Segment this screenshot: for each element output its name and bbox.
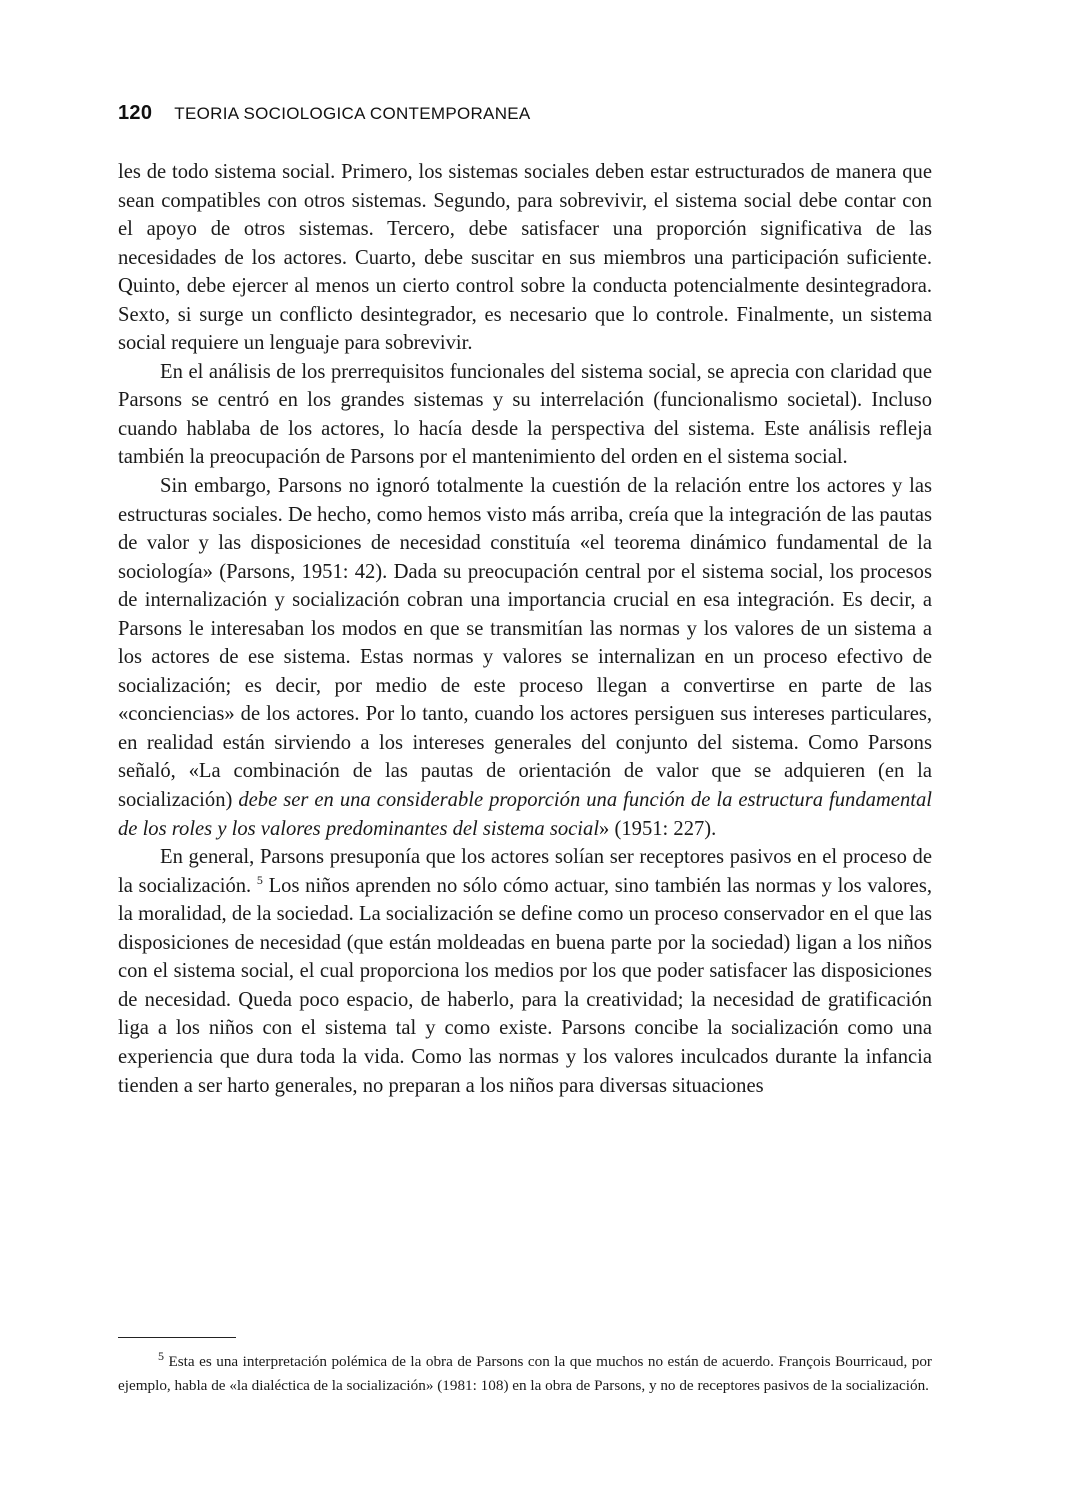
paragraph-3-text: Sin embargo, Parsons no ignoró totalmente la cuestión de la relación entre los actores y las estructuras sociales. De hecho, como hemos visto más arriba, creía que la integración de las pautas de valor y las disposiciones de necesidad constituía «el teorema dinámico fundamental de la sociología» (Parsons, 1951: 42). Dada su preocupación central por el sistema social, los procesos de internalización y socialización cobran una importancia crucial en esa integración. Es decir, a Parsons le interesaban los modos en que se transmitían las normas y los valores de un sistema a los actores de ese sistema. Estas normas y valores se internalizan en un proceso efectivo de socialización; es decir, por medio de este proceso llegan a convertirse en parte de las «conciencias» de los actores. Por lo tanto, cuando los actores persiguen sus intereses particulares, en realidad están sirviendo a los intereses generales del conjunto del sistema. Como Parsons señaló, «La combinación de las pautas de orientación de valor que se adquieren (en la socialización) xyxy=(118,475,932,812)
footnote-text: Esta es una interpretación polémica de la obra de Parsons con la que muchos no están de acuerdo. François Bourricaud, por ejemplo, habla de «la dialéctica de la socialización» (1981: 108) en la obra de Parsons, y no de receptores pasivos de la socialización. xyxy=(118,1353,932,1394)
page-number: 120 xyxy=(118,102,153,124)
paragraph-2: En el análisis de los prerrequisitos funcionales del sistema social, se aprecia con claridad que Parsons se centró en los grandes sistemas y su interrelación (funcionalismo societal). Incluso cuando hablaba de los actores, lo hacía desde la perspectiva del sistema. Este análisis refleja también la preocupación de Parsons por el mantenimiento del orden en el sistema social. xyxy=(118,360,932,469)
footnote xyxy=(118,1350,932,1398)
paragraph-3 xyxy=(118,472,932,843)
paragraph-1: les de todo sistema social. Primero, los sistemas sociales deben estar estructurados de manera que sean compatibles con otros sistemas. Segundo, para sobrevivir, el sistema social debe contar con el apoyo de otros sistemas. Tercero, debe satisfacer una proporción significativa de las necesidades de los actores. Cuarto, debe suscitar en sus miembros una participación suficiente. Quinto, debe ejercer al menos un cierto control sobre la conducta potencialmente desintegradora. Sexto, si surge un conflicto desintegrador, es necesario que lo controle. Finalmente, un sistema social requiere un lenguaje para sobrevivir. xyxy=(118,161,932,355)
paragraph-4-text: En general, Parsons presuponía que los actores solían ser receptores pasivos en el proceso de la socialización. xyxy=(118,846,932,897)
main-text xyxy=(118,158,932,1100)
footnote-marker: 5 xyxy=(158,1348,164,1363)
quote-citation: » (1951: 227). xyxy=(599,817,717,840)
footnote-body xyxy=(118,1350,932,1398)
page-header xyxy=(118,102,531,125)
italic-quote: debe ser en una considerable proporción una función de la estructura fundamental de los roles y los valores predominantes del sistema social xyxy=(118,789,932,840)
footnote-reference: 5 xyxy=(256,872,263,887)
footnote-divider xyxy=(118,1337,236,1338)
paragraph-4 xyxy=(118,843,932,1100)
running-title: TEORIA SOCIOLOGICA CONTEMPORANEA xyxy=(174,104,531,123)
paragraph-4-continuation: Los niños aprenden no sólo cómo actuar, sino también las normas y los valores, la moralidad, de la sociedad. La socialización se define como un proceso conservador en el que las disposiciones de necesidad (que están moldeadas en buena parte por la sociedad) ligan a los niños con el sistema social, el cual proporciona los medios por los que poder satisfacer las disposiciones de necesidad. Queda poco espacio, de haberlo, para la creatividad; la necesidad de gratificación liga a los niños con el sistema tal y como existe. Parsons concibe la socialización como una experiencia que dura toda la vida. Como las normas y los valores inculcados durante la infancia tienden a ser harto generales, no preparan a los niños para diversas situaciones xyxy=(118,874,932,1097)
